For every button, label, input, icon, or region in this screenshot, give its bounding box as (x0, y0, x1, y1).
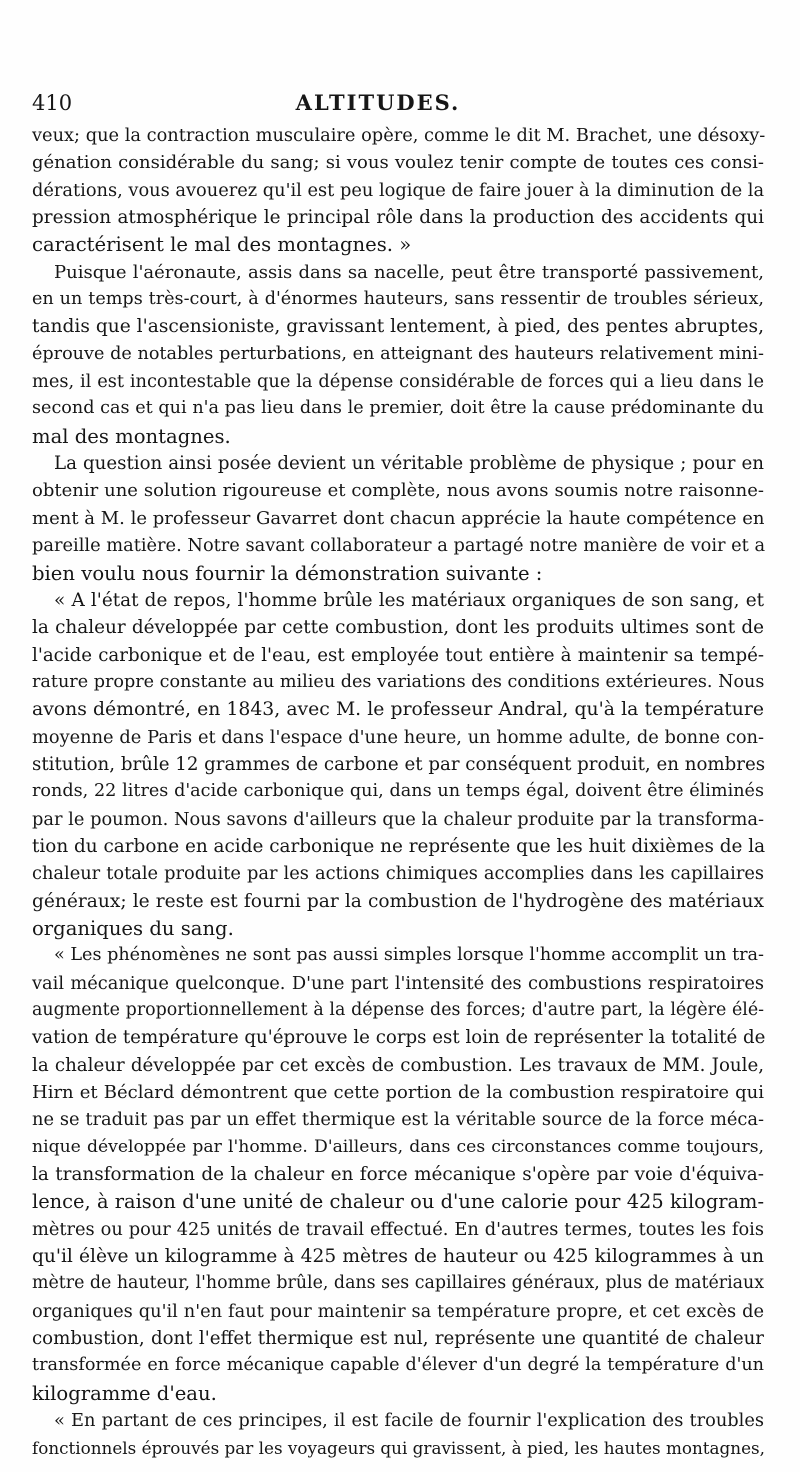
text-line: organiques qu'il n'en faut pour maintenir sa température propre, et cet excès de (32, 1300, 764, 1322)
text-line: combustion, dont l'effet thermique est nul, représente une quantité de chaleur (32, 1328, 764, 1350)
text-line: lence, à raison d'une unité de chaleur ou d'une calorie pour 425 kilogram- (32, 1190, 764, 1214)
text-line: organiques du sang. (32, 916, 234, 940)
running-head: ALTITUDES. (295, 90, 461, 115)
text-line: chaleur totale produite par les actions chimiques accomplies dans les capillaires (32, 863, 764, 885)
text-line: en un temps très-court, à d'énormes hauteurs, sans ressentir de troubles sérieux, (32, 289, 764, 310)
page-header (32, 88, 764, 118)
text-line: éprouve de notables perturbations, en atteignant des hauteurs relativement mini- (32, 343, 764, 364)
text-line: mètre de hauteur, l'homme brûle, dans ses capillaires généraux, plus de matériaux (32, 1273, 765, 1294)
text-line: la chaleur développée par cet excès de combustion. Les travaux de MM. Joule, (32, 1054, 764, 1076)
text-line: moyenne de Paris et dans l'espace d'une heure, un homme adulte, de bonne con- (32, 726, 764, 748)
text-line: kilogramme d'eau. (32, 1381, 217, 1405)
text-line: vail mécanique quelconque. D'une part l'intensité des combustions respiratoires (32, 972, 764, 994)
text-line: mal des montagnes. (32, 424, 231, 448)
text-line: qu'il élève un kilogramme à 425 mètres de hauteur ou 425 kilogrammes à un (32, 1246, 764, 1268)
text-line: par le poumon. Nous savons d'ailleurs que la chaleur produite par la transforma- (32, 808, 764, 830)
text-line: augmente proportionnellement à la dépense des forces; d'autre part, la légère élé- (32, 1000, 764, 1020)
text-line: vation de température qu'éprouve le corps est loin de représenter la totalité de (32, 1027, 766, 1049)
text-line: la chaleur développée par cette combustion, dont les produits ultimes sont de (32, 617, 764, 639)
text-line: tion du carbone en acide carbonique ne représente que les huit dixièmes de la (32, 835, 766, 857)
text-line: fonctionnels éprouvés par les voyageurs qui gravissent, à pied, les hautes montagnes, (32, 1437, 765, 1458)
text-line: Hirn et Béclard démontrent que cette portion de la combustion respiratoire qui (32, 1082, 764, 1104)
text-line: veux; que la contraction musculaire opère, comme le dit M. Brachet, une désoxy- (32, 125, 766, 146)
paragraph-first-line: « A l'état de repos, l'homme brûle les matériaux organiques de son sang, et (54, 589, 764, 611)
paragraph-first-line: La question ainsi posée devient un véritable problème de physique ; pour en (54, 453, 764, 475)
text-line: génation considérable du sang; si vous voulez tenir compte de toutes ces consi- (32, 152, 764, 174)
body-text (32, 122, 764, 1462)
text-line: généraux; le reste est fourni par la combustion de l'hydrogène des matériaux (32, 890, 764, 912)
text-line: transformée en force mécanique capable d'élever d'un degré la température d'un (32, 1355, 764, 1376)
text-line: mes, il est incontestable que la dépense considérable de forces qui a lieu dans le (32, 371, 764, 393)
text-line: avons démontré, en 1843, avec M. le professeur Andral, qu'à la température (32, 699, 764, 721)
text-line: bien voulu nous fournir la démonstration suivante : (32, 561, 543, 585)
text-line: mètres ou pour 425 unités de travail effectué. En d'autres termes, toutes les fois (32, 1218, 764, 1240)
paragraph-first-line: « Les phénomènes ne sont pas aussi simples lorsque l'homme accomplit un tra- (54, 945, 764, 966)
text-line: dérations, vous avouerez qu'il est peu logique de faire jouer à la diminution de la (32, 179, 765, 201)
text-line: pression atmosphérique le principal rôle dans la production des accidents qui (32, 207, 764, 229)
paragraph-first-line: Puisque l'aéronaute, assis dans sa nacelle, peut être transporté passivement, (54, 261, 764, 283)
text-line: pareille matière. Notre savant collaborateur a partagé notre manière de voir et a (32, 535, 766, 557)
page-number: 410 (32, 91, 73, 115)
text-line: tandis que l'ascensioniste, gravissant lentement, à pied, des pentes abruptes, (32, 316, 764, 338)
text-line: rature propre constante au milieu des variations des conditions extérieures. Nous (32, 671, 765, 692)
text-line: caractérisent le mal des montagnes. » (32, 233, 412, 257)
text-line: nique développée par l'homme. D'ailleurs, dans ces circonstances comme toujours, (32, 1136, 764, 1157)
text-line: obtenir une solution rigoureuse et complète, nous avons soumis notre raisonne- (32, 480, 764, 502)
paragraph-first-line: « En partant de ces principes, il est facile de fournir l'explication des troubles (54, 1410, 764, 1432)
text-line: ne se traduit pas par un effet thermique est la véritable source de la force méca- (32, 1109, 764, 1131)
text-line: l'acide carbonique et de l'eau, est employée tout entière à maintenir sa tempé- (32, 644, 764, 666)
text-line: ment à M. le professeur Gavarret dont chacun apprécie la haute compétence en (32, 507, 765, 529)
text-line: second cas et qui n'a pas lieu dans le premier, doit être la cause prédominante du (32, 398, 764, 419)
text-line: stitution, brûle 12 grammes de carbone et par conséquent produit, en nombres (32, 753, 766, 775)
text-line: ronds, 22 litres d'acide carbonique qui, dans un temps égal, doivent être éliminés (32, 781, 764, 802)
text-line: la transformation de la chaleur en force mécanique s'opère par voie d'équiva- (32, 1164, 764, 1186)
